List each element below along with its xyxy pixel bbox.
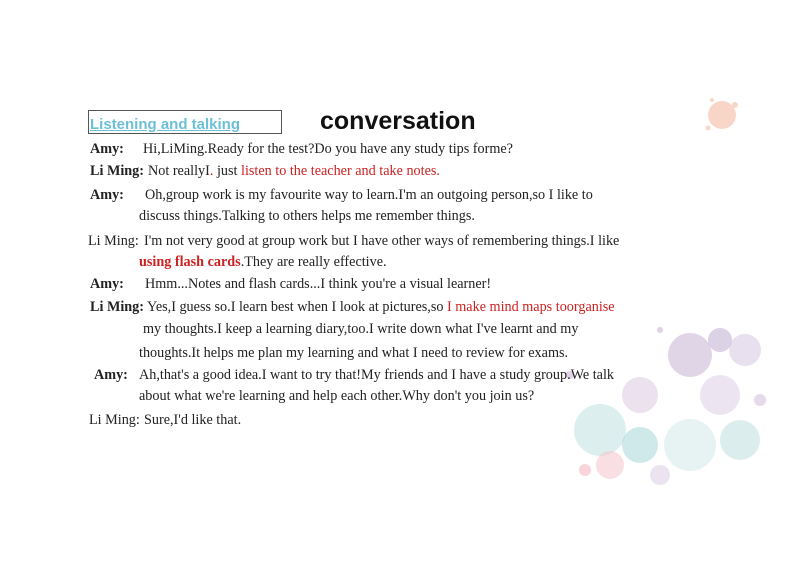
section-tag: [88, 110, 282, 134]
speaker-label: Li Ming:: [90, 299, 144, 315]
dialogue-text-part: Not reallyI: [148, 163, 210, 179]
dialogue-line: [90, 186, 124, 204]
highlight-phrase: listen to the teacher and take notes.: [241, 163, 440, 179]
highlight-phrase: using flash cards: [139, 254, 241, 270]
speaker-label: Amy:: [90, 141, 124, 157]
dialogue-line: [90, 298, 144, 316]
dialogue-text: Hmm...Notes and flash cards...I think you're a visual learner!: [145, 276, 492, 292]
dialogue-text-part: Yes,I guess so.I learn best when I look at pictures,so: [147, 299, 447, 315]
dialogue-text-part: .They are really effective.: [240, 254, 387, 270]
dialogue-text: Sure,I'd like that.: [144, 412, 242, 428]
dialogue-line: [88, 232, 139, 250]
speaker-label: Amy:: [90, 276, 124, 292]
dialogue-text: discuss things.Talking to others helps me remember things.: [139, 208, 475, 224]
dialogue-line: [89, 411, 140, 429]
dialogue-text: [147, 298, 615, 316]
section-tag-label: Listening and talking: [90, 116, 241, 133]
dialogue-text: [148, 162, 440, 180]
dialogue-text-part: just: [216, 163, 241, 179]
dialogue-text: I'm not very good at group work but I have other ways of remembering things.I like: [144, 233, 620, 249]
dialogue-text: my thoughts.I keep a learning diary,too.I write down what I've learnt and my: [143, 321, 579, 337]
speaker-label: Li Ming:: [88, 233, 139, 249]
ink-splash-cluster-icon: [566, 327, 766, 485]
dialogue-text-part: .: [209, 163, 217, 179]
dialogue-text: [139, 253, 387, 271]
dialogue-text: Hi,LiMing.Ready for the test?Do you have any study tips forme?: [143, 141, 513, 157]
dialogue-text: thoughts.It helps me plan my learning and what I need to review for exams.: [139, 345, 569, 361]
dialogue-line: [90, 162, 144, 180]
speaker-label: Amy:: [90, 187, 124, 203]
highlight-phrase: I make mind maps toorganise: [447, 299, 615, 315]
dialogue-line: [90, 275, 124, 293]
dialogue-text: about what we're learning and help each other.Why don't you join us?: [139, 388, 535, 404]
speaker-label: Li Ming:: [89, 412, 140, 428]
dialogue-line: [94, 366, 128, 384]
peach-splash-icon: [706, 98, 739, 131]
page-title: conversation: [320, 107, 476, 135]
dialogue-text: Ah,that's a good idea.I want to try that!My friends and I have a study group.We talk: [139, 367, 614, 383]
dialogue-text: Oh,group work is my favourite way to learn.I'm an outgoing person,so I like to: [145, 187, 593, 203]
speaker-label: Amy:: [94, 367, 128, 383]
speaker-label: Li Ming:: [90, 163, 144, 179]
dialogue-line: [90, 140, 124, 158]
